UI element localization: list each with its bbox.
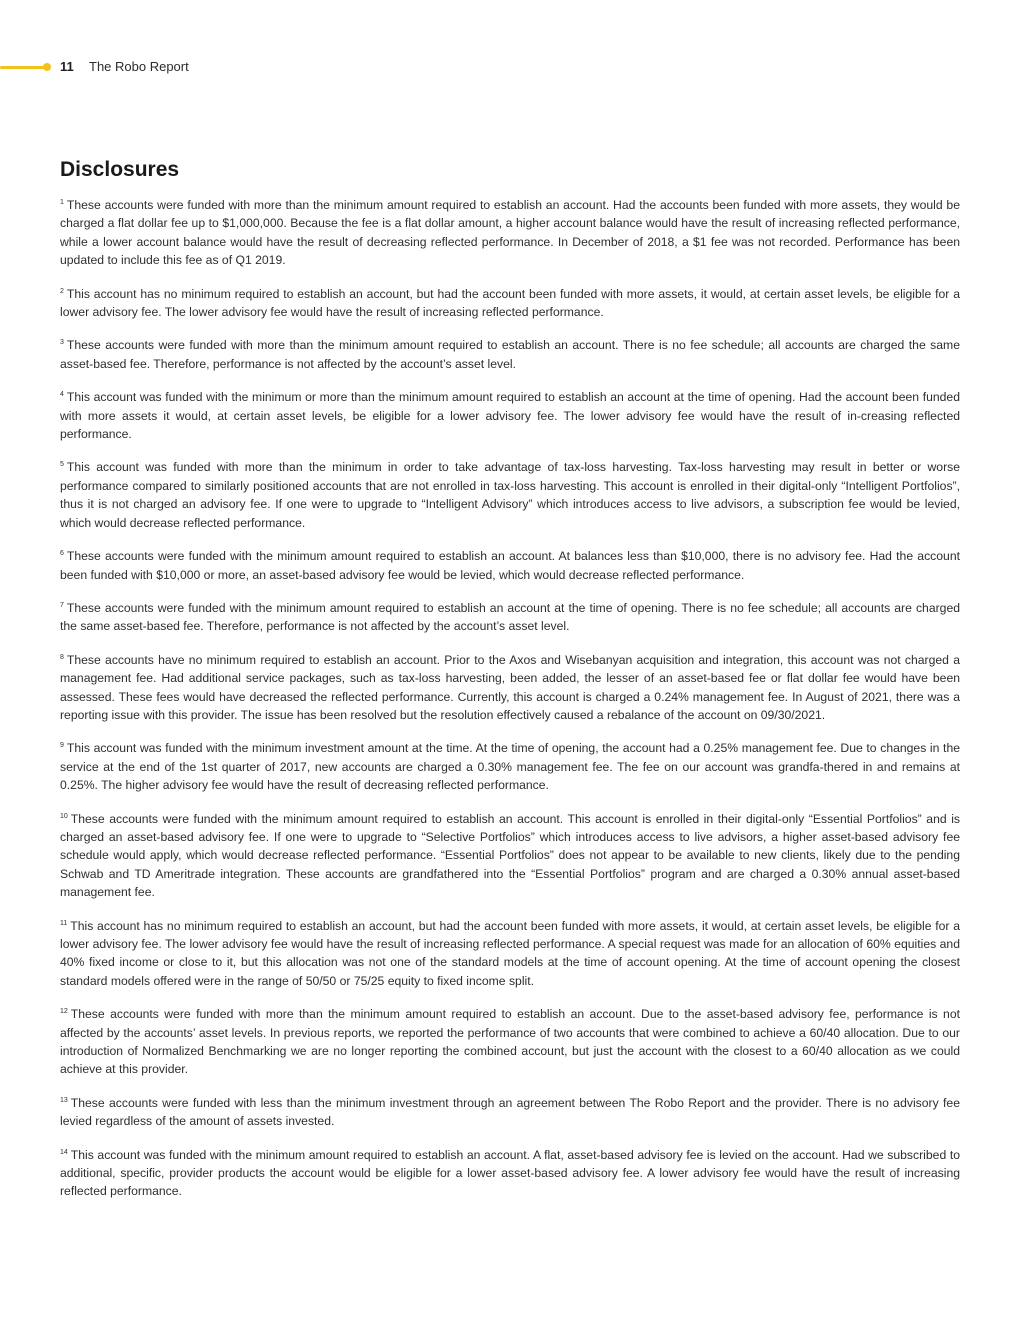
footnote-number: 13 <box>60 1096 68 1104</box>
footnote-text: This account has no minimum required to establish an account, but had the account been funded with more assets, it would, at certain asset levels, be eligible for a lower advisory fee. The lower advisory fee would have the result of increasing reflected performance. A special request was made for an allocation of 60% equities and 40% fixed income or close to it, but this allocation was not one of the standard models at the time of account opening. At the time of account opening the closest standard models offered were in the range of 50/50 or 75/25 equity to fixed income split. <box>60 918 960 988</box>
disclosure-note <box>60 915 960 991</box>
footnote-number: 14 <box>60 1148 68 1156</box>
disclosures-section <box>60 158 960 1214</box>
disclosure-note <box>60 1144 960 1201</box>
page-header <box>0 59 400 77</box>
footnote-number: 10 <box>60 812 68 820</box>
footnote-number: 8 <box>60 653 64 661</box>
footnote-number: 12 <box>60 1008 68 1016</box>
header-accent-line <box>0 66 46 69</box>
footnote-text: These accounts were funded with more than the minimum amount required to establish an account. Due to the asset-based advisory fee, performance is not affected by the accounts’ asset levels. In previous reports, we reported the performance of two accounts that were combined to achieve a 60/40 allocation. Due to our introduction of Normalized Benchmarking we are no longer reporting the combined account, but just the account with the closest to a 60/40 allocation as we could achieve at this provider. <box>60 1007 960 1077</box>
footnote-number: 4 <box>60 391 64 399</box>
footnote-text: These accounts were funded with the minimum amount required to establish an account at the time of opening. There is no fee schedule; all accounts are charged the same asset-based fee. Therefore, performance is not affected by the account’s asset level. <box>60 600 960 634</box>
footnote-text: These accounts have no minimum required to establish an account. Prior to the Axos and Wisebanyan acquisition and integration, this account was not charged a management fee. Had additional service packages, such as tax-loss harvesting, been added, the lesser of an asset-based fee or flat dollar fee would have been assessed. These fees would have decreased the reflected performance. Currently, this account is charged a 0.24% management fee. In August of 2021, there was a reporting issue with this provider. The issue has been resolved but the resolution effectively caused a rebalance of the account on 09/30/2021. <box>60 652 960 722</box>
section-title: Disclosures <box>60 158 180 181</box>
disclosure-note <box>60 545 960 584</box>
disclosure-note <box>60 386 960 443</box>
footnote-text: This account was funded with more than the minimum in order to take advantage of tax-loss harvesting. Tax-loss harvesting may result in better or worse performance compared to similarly positioned accounts that are not enrolled in tax-loss harvesting. This account is enrolled in their digital-only “Intelligent Portfolios”, thus it is not charged an advisory fee. If one were to upgrade to “Intelligent Advisory” which introduces access to live advisors, a subscription fee would be levied, which would decrease reflected performance. <box>60 460 960 530</box>
footnote-text: These accounts were funded with less than the minimum investment through an agreement between The Robo Report and the provider. There is no advisory fee levied regardless of the amount of assets invested. <box>60 1095 960 1129</box>
disclosure-note <box>60 334 960 373</box>
footnote-text: These accounts were funded with the minimum amount required to establish an account. At balances less than $10,000, there is no advisory fee. Had the account been funded with $10,000 or more, an asset-based advisory fee would be levied, which would decrease reflected performance. <box>60 549 960 582</box>
footnote-text: This account was funded with the minimum or more than the minimum amount required to establish an account at the time of opening. Had the account been funded with more assets it would, at certain asset levels, be eligible for a lower advisory fee. The lower advisory fee would have the result of in-creasing reflected performance. <box>60 390 960 442</box>
footnote-text: This account was funded with the minimum investment amount at the time. At the time of opening, the account had a 0.25% management fee. Due to changes in the service at the end of the 1st quarter of 2017, new accounts are charged a 0.30% management fee. The fee on our account was grandfa-thered in and remains at 0.25%. The higher advisory fee would have the result of decreasing reflected performance. <box>60 741 960 793</box>
disclosure-note <box>60 456 960 532</box>
disclosure-note <box>60 737 960 794</box>
disclosure-note <box>60 283 960 322</box>
footnote-number: 9 <box>60 742 64 750</box>
footnote-text: These accounts were funded with more than the minimum amount required to establish an account. There is no fee schedule; all accounts are charged the same asset-based fee. Therefore, performance is not affected by the account’s asset level. <box>60 338 960 371</box>
disclosure-note <box>60 808 960 902</box>
footnote-number: 1 <box>60 199 64 206</box>
disclosure-list <box>60 194 960 1201</box>
footnote-text: These accounts were funded with more than the minimum amount required to establish an account. Had the accounts been funded with more assets, they would be charged a flat dollar fee up to $1,000,000. Because the fee is a flat dollar amount, a higher account balance would have the result of increasing reflected performance, while a lower account balance would have the result of decreasing reflected performance. In December of 2018, a $1 fee was not recorded. Performance has been updated to include this fee as of Q1 2019. <box>60 198 960 268</box>
page-number: 11 <box>60 59 74 74</box>
footnote-number: 7 <box>60 601 64 609</box>
footnote-number: 5 <box>60 461 64 469</box>
disclosure-note <box>60 597 960 636</box>
footnote-number: 6 <box>60 550 64 558</box>
disclosure-note <box>60 194 960 270</box>
disclosure-note <box>60 649 960 725</box>
footnote-text: This account has no minimum required to establish an account, but had the account been funded with more assets, it would, at certain asset levels, be eligible for a lower advisory fee. The lower advisory fee would have the result of increasing reflected performance. <box>60 286 960 320</box>
footnote-text: This account was funded with the minimum amount required to establish an account. A flat, asset-based advisory fee is levied on the account. Had we subscribed to additional, specific, provider products the account would be eligible for a lower asset-based advisory fee. A lower advisory fee would have the result of increasing reflected performance. <box>60 1147 960 1199</box>
report-title: The Robo Report <box>89 59 189 74</box>
footnote-number: 2 <box>60 287 64 295</box>
disclosure-note <box>60 1003 960 1079</box>
footnote-number: 3 <box>60 339 64 347</box>
disclosure-note <box>60 1092 960 1131</box>
footnote-text: These accounts were funded with the minimum amount required to establish an account. This account is enrolled in their digital-only “Essential Portfolios” and is charged an asset-based advisory fee. If one were to upgrade to “Selective Portfolios” which introduces access to live advisors, a higher asset-based advisory fee schedule would apply, which would decrease reflected performance. “Essential Portfolios” does not appear to be available to new clients, likely due to the pending Schwab and TD Ameritrade integration. These accounts are grandfathered into the “Essential Portfolios” program and are charged a 0.30% annual asset-based management fee. <box>60 811 960 900</box>
header-accent-dot <box>43 63 51 71</box>
footnote-number: 11 <box>60 919 68 927</box>
